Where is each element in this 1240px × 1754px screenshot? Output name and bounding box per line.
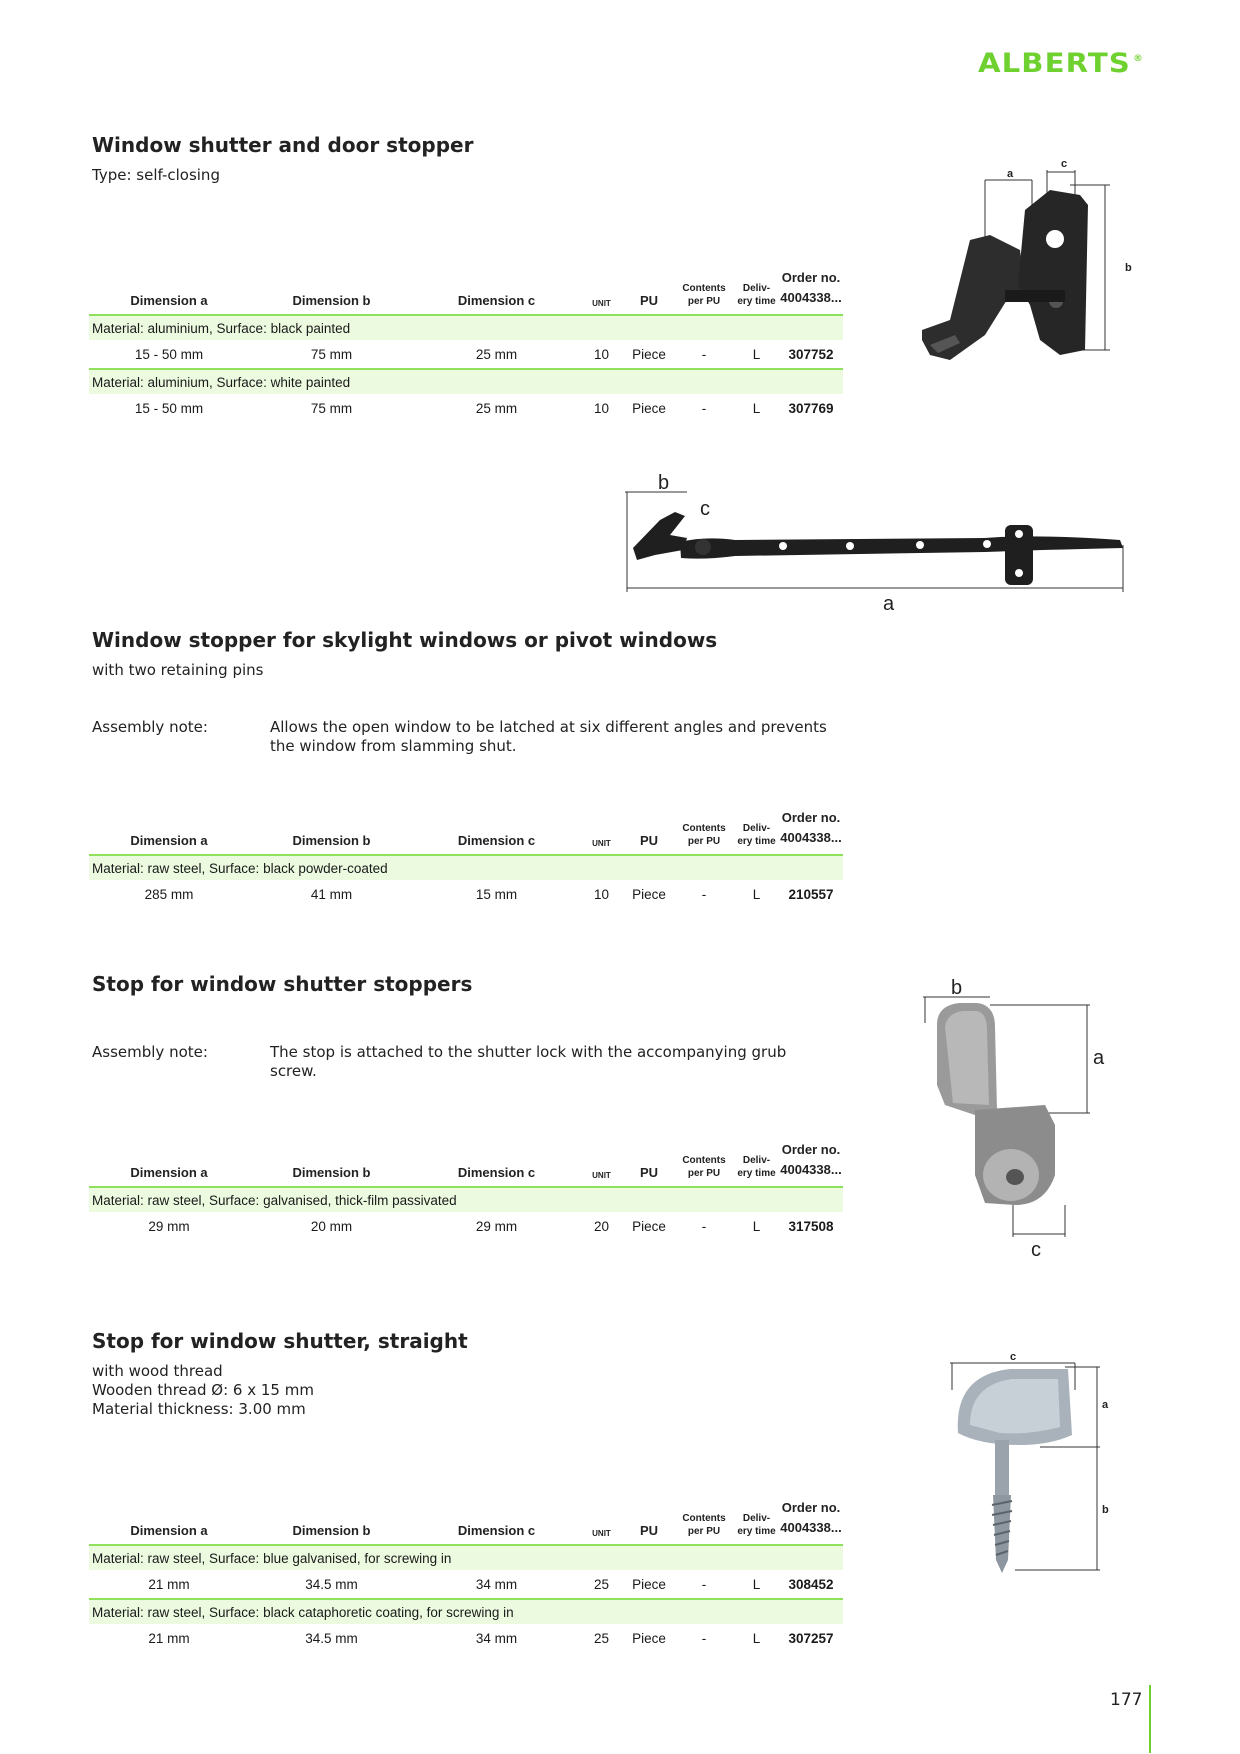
header-delivery: Deliv- ery time — [737, 823, 776, 847]
assembly-note — [92, 1043, 852, 1083]
material-row: Material: aluminium, Surface: white painted — [89, 369, 843, 394]
header-dimension-a: Dimension a — [130, 1523, 208, 1538]
svg-text:a: a — [1102, 1399, 1109, 1411]
header-pu: PU — [639, 1523, 659, 1538]
header-contents: Contents per PU — [682, 1155, 726, 1179]
header-dimension-a: Dimension a — [130, 1165, 208, 1180]
material-row: Material: raw steel, Surface: galvanised, thick-film passivated — [89, 1187, 843, 1212]
header-contents: Contents per PU — [682, 823, 726, 847]
header-order-no: Order no. 4004338... — [780, 1500, 842, 1535]
product-detail-thread-diameter: Wooden thread Ø: 6 x 15 mm — [92, 1381, 314, 1399]
product-title: Stop for window shutter, straight — [92, 1329, 468, 1353]
shutter-stopper-stop-image — [915, 975, 1115, 1260]
table-header-row — [89, 1480, 843, 1545]
product-detail-wood-thread: with wood thread — [92, 1362, 223, 1380]
product-subtitle: Type: self-closing — [92, 166, 220, 184]
product-table-1 — [89, 250, 843, 422]
header-order-no: Order no. 4004338... — [780, 270, 842, 305]
header-delivery: Deliv- ery time — [737, 283, 776, 307]
svg-text:b: b — [951, 977, 963, 999]
table-header-row — [89, 790, 843, 855]
svg-text:c: c — [1031, 1239, 1041, 1260]
header-dimension-c: Dimension c — [457, 1165, 536, 1180]
skylight-window-stopper-image — [615, 470, 1155, 615]
header-unit: UNIT — [592, 1171, 611, 1180]
assembly-note-label: Assembly note: — [92, 718, 208, 736]
assembly-note-text: Allows the open window to be latched at six different angles and prevents the window from slamming shut. — [270, 718, 827, 755]
material-row: Material: aluminium, Surface: black painted — [89, 315, 843, 340]
svg-text:b: b — [1125, 262, 1132, 274]
header-contents: Contents per PU — [682, 1513, 726, 1537]
header-unit: UNIT — [592, 839, 611, 848]
table-header-row — [89, 250, 843, 315]
product-subtitle: with two retaining pins — [92, 661, 264, 679]
table-row: 29 mm 20 mm 29 mm 20 Piece - L 317508 — [148, 1218, 834, 1234]
header-dimension-a: Dimension a — [130, 293, 208, 308]
product-detail-thickness: Material thickness: 3.00 mm — [92, 1400, 306, 1418]
product-title: Window shutter and door stopper — [92, 133, 474, 157]
product-section-3 — [92, 972, 852, 996]
assembly-note-label: Assembly note: — [92, 1043, 208, 1061]
svg-text:c: c — [1061, 158, 1068, 170]
product-table-3 — [89, 1122, 843, 1240]
assembly-note — [92, 718, 852, 758]
shutter-door-stopper-image — [910, 155, 1140, 365]
svg-text:a: a — [883, 593, 895, 615]
header-dimension-b: Dimension b — [292, 293, 371, 308]
header-dimension-b: Dimension b — [292, 1165, 371, 1180]
header-unit: UNIT — [592, 299, 611, 308]
product-title: Window stopper for skylight windows or pivot windows — [92, 628, 718, 652]
header-pu: PU — [639, 1165, 659, 1180]
product-section-2 — [92, 628, 852, 680]
header-delivery: Deliv- ery time — [737, 1513, 776, 1537]
table-row: 15 - 50 mm 75 mm 25 mm 10 Piece - L 307769 — [134, 400, 834, 416]
material-row: Material: raw steel, Surface: black powder-coated — [89, 855, 843, 880]
header-order-no: Order no. 4004338... — [780, 1142, 842, 1177]
product-section-1 — [92, 133, 852, 185]
svg-text:b: b — [658, 472, 670, 494]
table-row: 21 mm 34.5 mm 34 mm 25 Piece - L 307257 — [148, 1630, 834, 1646]
header-pu: PU — [639, 293, 659, 308]
svg-text:c: c — [1010, 1351, 1017, 1363]
material-row: Material: raw steel, Surface: black cataphoretic coating, for screwing in — [89, 1599, 843, 1624]
header-dimension-a: Dimension a — [130, 833, 208, 848]
header-dimension-b: Dimension b — [292, 1523, 371, 1538]
table-row: 15 - 50 mm 75 mm 25 mm 10 Piece - L 307752 — [134, 346, 834, 362]
header-pu: PU — [639, 833, 659, 848]
straight-shutter-stop-image — [940, 1345, 1120, 1580]
svg-text:a: a — [1093, 1047, 1105, 1069]
product-title: Stop for window shutter stoppers — [92, 972, 473, 996]
product-table-2 — [89, 790, 843, 908]
page-number-bar — [1149, 1685, 1151, 1753]
material-row: Material: raw steel, Surface: blue galvanised, for screwing in — [89, 1545, 843, 1570]
header-dimension-b: Dimension b — [292, 833, 371, 848]
table-row: 21 mm 34.5 mm 34 mm 25 Piece - L 308452 — [148, 1576, 834, 1592]
product-section-4 — [92, 1329, 852, 1419]
page-number: 177 — [1110, 1690, 1143, 1710]
svg-text:b: b — [1102, 1504, 1109, 1516]
brand-logo: ALBERTS ® — [978, 48, 1144, 79]
header-order-no: Order no. 4004338... — [780, 810, 842, 845]
header-delivery: Deliv- ery time — [737, 1155, 776, 1179]
table-header-row — [89, 1122, 843, 1187]
header-unit: UNIT — [592, 1529, 611, 1538]
header-dimension-c: Dimension c — [457, 293, 536, 308]
svg-text:a: a — [1007, 168, 1014, 180]
table-row: 285 mm 41 mm 15 mm 10 Piece - L 210557 — [144, 886, 834, 902]
svg-text:c: c — [700, 498, 710, 520]
header-contents: Contents per PU — [682, 283, 726, 307]
header-dimension-c: Dimension c — [457, 1523, 536, 1538]
product-table-4 — [89, 1480, 843, 1652]
assembly-note-text: The stop is attached to the shutter lock with the accompanying grub screw. — [270, 1043, 787, 1080]
header-dimension-c: Dimension c — [457, 833, 536, 848]
